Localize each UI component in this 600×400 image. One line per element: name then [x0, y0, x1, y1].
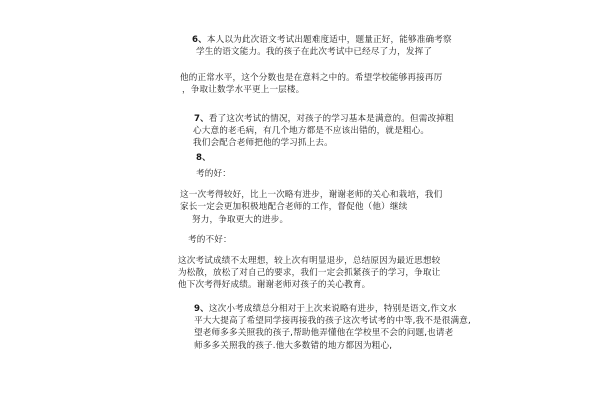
- section-9-text-1: 这次小考成绩总分相对于上次来说略有进步，特别是语文,作文水: [208, 304, 457, 314]
- section-8-good-heading: 考的好：: [196, 169, 231, 179]
- section-7-line-1: [194, 113, 454, 125]
- section-6-text-1: 本人以为此次语文考试出题难度适中，题量正好，能够准确考察: [206, 35, 452, 45]
- section-9-number: 9、: [194, 304, 209, 314]
- section-8-good-line-2: 家长一定会更加积极地配合老师的工作，督促他（他）继续: [180, 202, 408, 212]
- section-7-text-1: 看了这次考试的情况，对孩子的学习基本是满意的。但需改掉粗: [208, 114, 454, 124]
- section-8-good-line-3: 努力，争取更大的进步。: [192, 215, 289, 225]
- section-6-line-3: 他的正常水平，这个分数也是在意料之中的。希望学校能够再接再厉: [180, 73, 443, 83]
- section-8-bad-line-1: 这次考试成绩不太理想，较上次有明显退步，总结原因为最近思想较: [178, 256, 441, 266]
- section-8-bad-heading: 考的不好：: [188, 235, 232, 245]
- section-7-number: 7、: [194, 114, 209, 124]
- section-8-number: 8、: [196, 153, 211, 163]
- section-9-line-2: 平大大提高了希望同学接再接我的孩子这次考试考的中等,我不是很满意,: [194, 316, 471, 326]
- section-7-line-3: 我们会配合老师把他的学习抓上去。: [193, 138, 333, 148]
- section-8-bad-line-2: 为松散，放松了对自己的要求，我们一定会抓紧孩子的学习，争取让: [178, 268, 441, 278]
- section-9-line-3: 望老师多多关照我的孩子,帮助他弄懂他在学校里不会的问题,也请老: [194, 328, 454, 338]
- section-8-bad-line-3: 他下次考得好成绩。谢谢老师对孩子的关心教育。: [178, 280, 371, 290]
- section-8-good-line-1: 这一次考得较好，比上一次略有进步，谢谢老师的关心和栽培，我们: [180, 190, 443, 200]
- section-9-line-1: [194, 303, 457, 315]
- section-7-line-2: 心大意的老毛病，有几个地方都是不应该出错的，就是粗心。: [193, 126, 430, 136]
- section-6-line-1: [192, 34, 452, 46]
- section-9-line-4: 师多多关照我的孩子.他大多数错的地方都因为粗心,: [194, 341, 393, 351]
- section-6-number: 6、: [192, 35, 207, 45]
- section-6-line-4: ，争取让数学水平更上一层楼。: [182, 85, 305, 95]
- section-6-line-2: 学生的语文能力。我的孩子在此次考试中已经尽了力，发挥了: [196, 47, 433, 57]
